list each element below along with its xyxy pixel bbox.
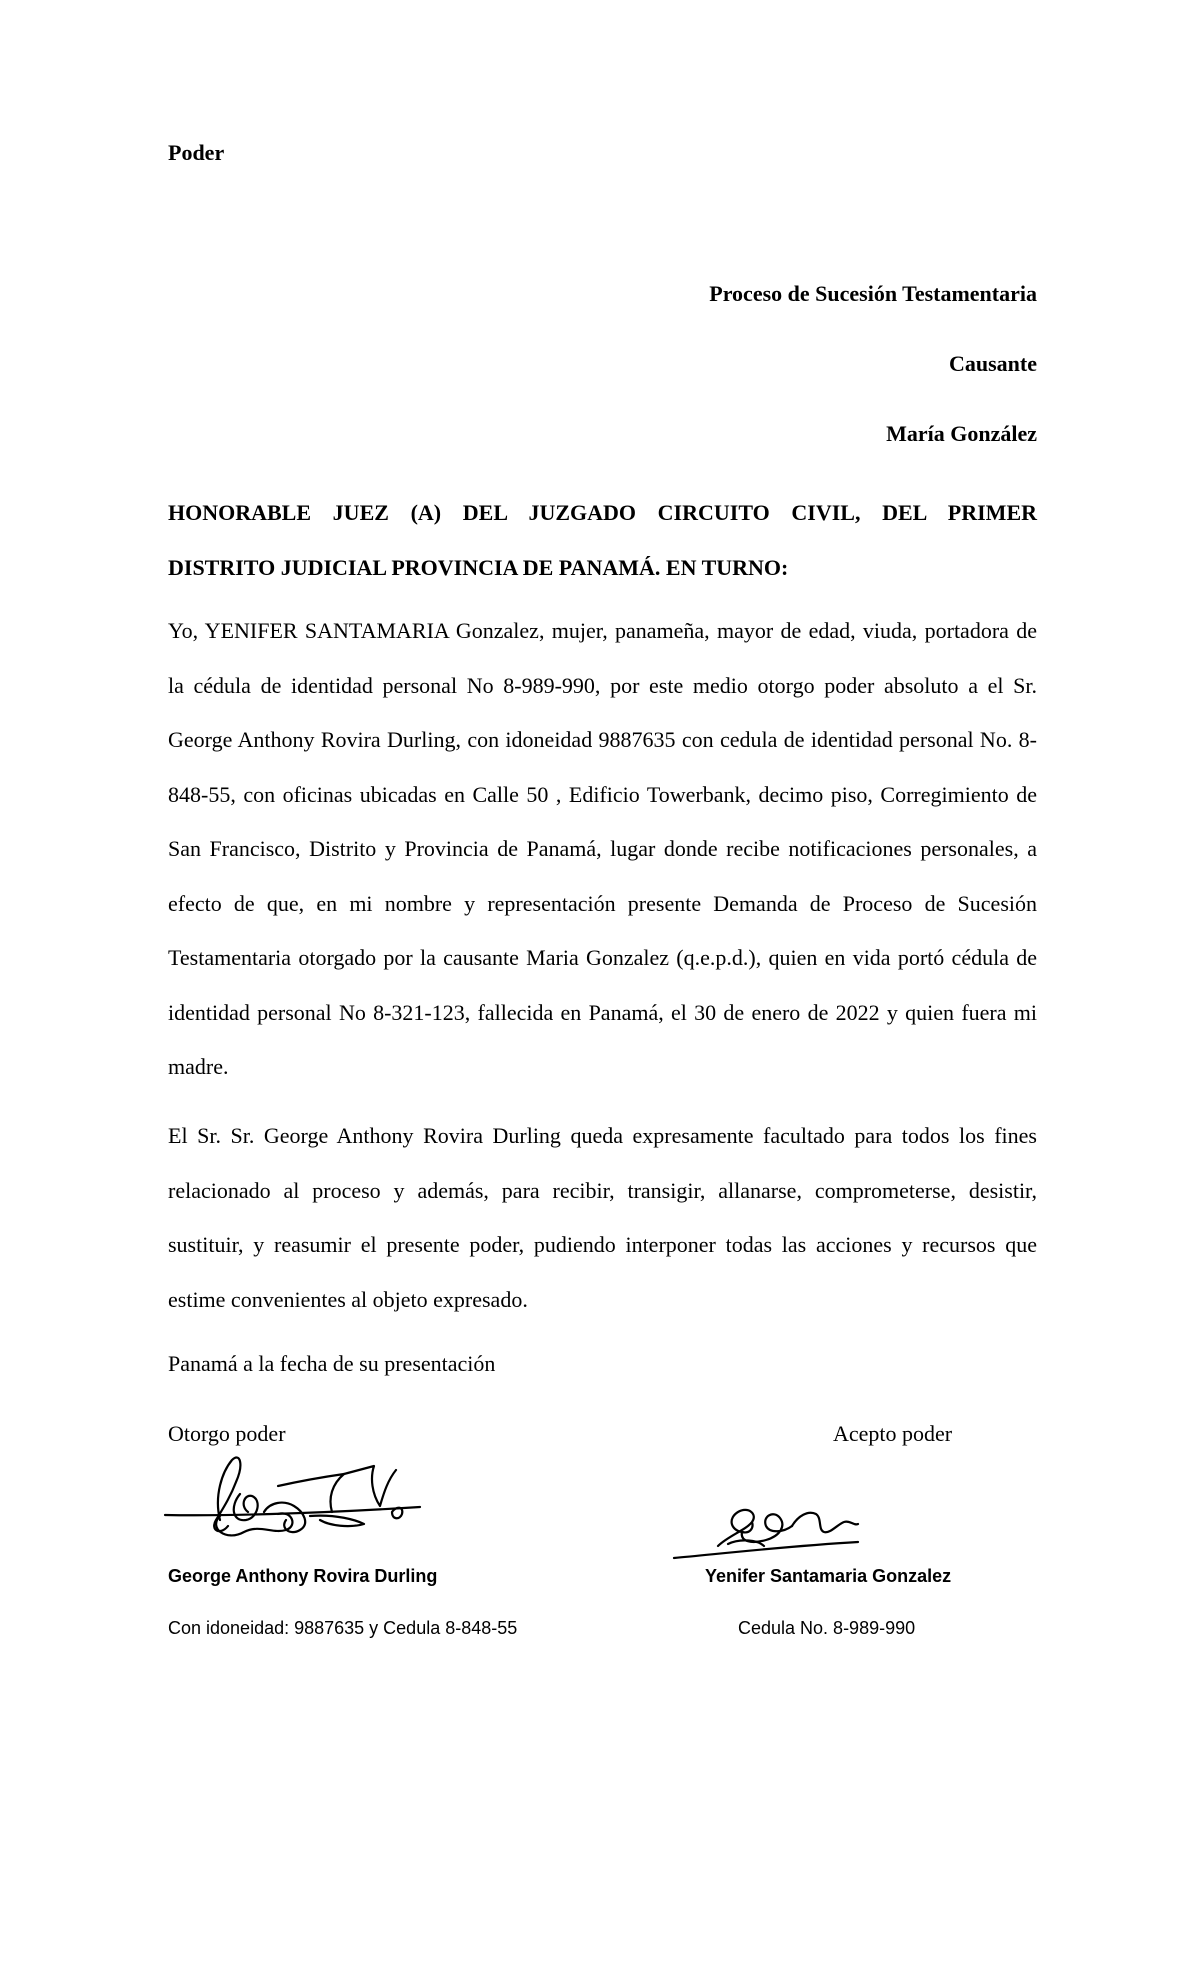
left-handwritten-signature <box>160 1450 430 1560</box>
left-signatory-name: George Anthony Rovira Durling <box>168 1566 438 1586</box>
addressee-line-2: DISTRITO JUDICIAL PROVINCIA DE PANAMÁ. EN TURNO: <box>168 555 789 580</box>
right-signature-heading: Acepto poder <box>833 1421 953 1446</box>
case-type: Proceso de Sucesión Testamentaria <box>709 281 1037 306</box>
right-signatory-name: Yenifer Santamaria Gonzalez <box>705 1566 952 1586</box>
right-signatory-detail: Cedula No. 8-989-990 <box>738 1618 916 1638</box>
causante-label: Causante <box>948 351 1037 376</box>
document-title: Poder <box>168 140 225 165</box>
place-date: Panamá a la fecha de su presentación <box>168 1351 496 1376</box>
left-signature-heading: Otorgo poder <box>168 1421 286 1446</box>
causante-name: María González <box>886 421 1037 446</box>
addressee-line-1: HONORABLE JUEZ (A) DEL JUZGADO CIRCUITO CIVIL, DEL PRIMER <box>168 500 1037 525</box>
left-signatory-detail: Con idoneidad: 9887635 y Cedula 8-848-55 <box>168 1618 518 1638</box>
right-handwritten-signature <box>668 1480 898 1570</box>
addressee <box>168 485 1037 595</box>
body-paragraph-2: El Sr. Sr. George Anthony Rovira Durling queda expresamente facultado para todos los fines relacionado al proceso y además, para recibir, transigir, allanarse, comprometerse, desistir, sustituir, y reasumir el presente poder, pudiendo interponer todas las acciones y recursos que estime convenientes al objeto expresado. <box>168 1123 1037 1312</box>
body-paragraph-1: Yo, YENIFER SANTAMARIA Gonzalez, mujer, panameña, mayor de edad, viuda, portadora de la cédula de identidad personal No 8-989-990, por este medio otorgo poder absoluto a el Sr. George Anthony Rovira Durling, con idoneidad 9887635 con cedula de identidad personal No. 8-848-55, con oficinas ubicadas en Calle 50 , Edificio Towerbank, decimo piso, Corregimiento de San Francisco, Distrito y Provincia de Panamá, lugar donde recibe notificaciones personales, a efecto de que, en mi nombre y representación presente Demanda de Proceso de Sucesión Testamentaria otorgado por la causante Maria Gonzalez (q.e.p.d.), quien en vida portó cédula de identidad personal No 8-321-123, fallecida en Panamá, el 30 de enero de 2022 y quien fuera mi madre. <box>168 618 1037 1079</box>
